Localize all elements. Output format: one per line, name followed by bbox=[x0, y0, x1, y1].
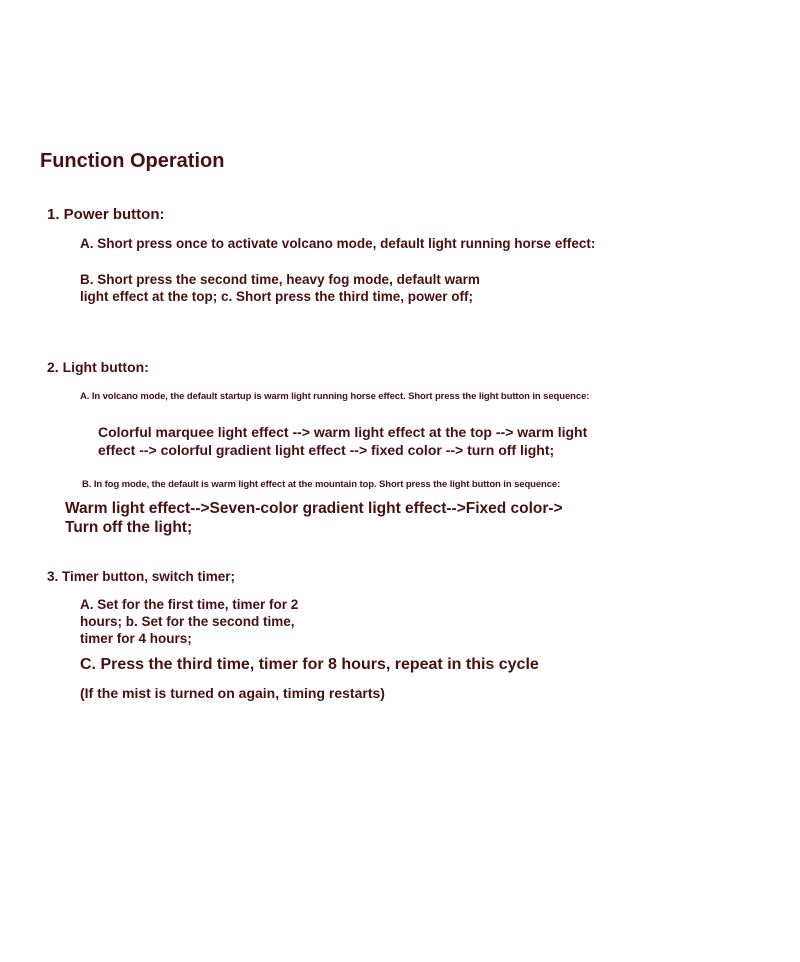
light-sequence-volcano bbox=[98, 423, 587, 459]
power-item-b-line: light effect at the top; c. Short press the third time, power off; bbox=[80, 289, 474, 304]
light-sequence-line: effect --> colorful gradient light effect --> fixed color --> turn off light; bbox=[98, 442, 555, 458]
timer-item-a bbox=[80, 596, 298, 647]
light-sequence-fog bbox=[65, 499, 563, 537]
timer-item-c: C. Press the third time, timer for 8 hours, repeat in this cycle bbox=[80, 656, 539, 673]
power-item-a: A. Short press once to activate volcano mode, default light running horse effect: bbox=[80, 236, 596, 251]
light-item-a: A. In volcano mode, the default startup is warm light running horse effect. Short press the light button in sequence: bbox=[80, 391, 590, 402]
section-heading-light-button: 2. Light button: bbox=[47, 359, 149, 375]
power-item-b bbox=[80, 271, 480, 305]
section-heading-power-button: 1. Power button: bbox=[47, 206, 165, 223]
timer-item-a-line: hours; b. Set for the second time, bbox=[80, 614, 295, 629]
light-sequence-line: Turn off the light; bbox=[65, 519, 193, 536]
section-heading-timer-button: 3. Timer button, switch timer; bbox=[47, 569, 236, 584]
timer-item-a-line: A. Set for the first time, timer for 2 bbox=[80, 597, 299, 612]
page-title: Function Operation bbox=[40, 150, 225, 172]
timer-note: (If the mist is turned on again, timing restarts) bbox=[80, 685, 385, 701]
timer-item-a-line: timer for 4 hours; bbox=[80, 631, 192, 646]
light-sequence-line: Colorful marquee light effect --> warm light effect at the top --> warm light bbox=[98, 424, 588, 440]
light-sequence-line: Warm light effect-->Seven-color gradient light effect-->Fixed color-> bbox=[65, 500, 563, 517]
power-item-b-line: B. Short press the second time, heavy fog mode, default warm bbox=[80, 272, 480, 287]
light-item-b: B. In fog mode, the default is warm light effect at the mountain top. Short press the light button in sequence: bbox=[82, 479, 561, 490]
